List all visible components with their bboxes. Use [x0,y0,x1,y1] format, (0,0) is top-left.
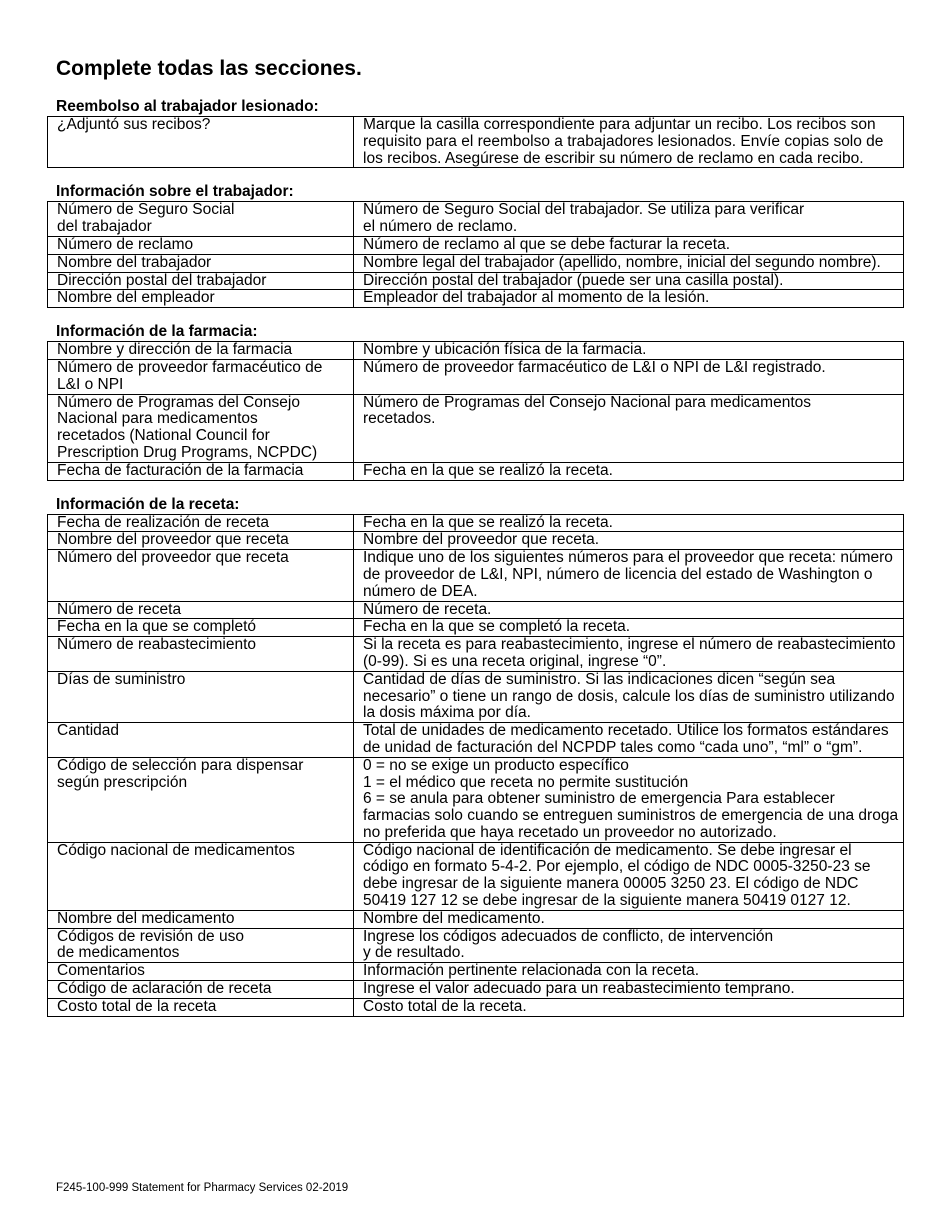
field-description: Costo total de la receta. [354,998,904,1016]
field-description: Nombre legal del trabajador (apellido, nombre, inicial del segundo nombre). [354,254,904,272]
field-description: Número de reclamo al que se debe facturar la receta. [354,236,904,254]
field-label: ¿Adjuntó sus recibos? [48,117,354,168]
field-description: Cantidad de días de suministro. Si las indicaciones dicen “según sea necesario” o tiene un rango de dosis, calcule los días de suministro utilizando la dosis máxima por día. [354,671,904,722]
table-row [48,637,904,672]
field-description: Número de proveedor farmacéutico de L&I o NPI de L&I registrado. [354,359,904,394]
section-title-reimbursement: Reembolso al trabajador lesionado: [56,98,319,115]
field-label: Número de Seguro Social del trabajador [48,202,354,237]
table-row [48,981,904,999]
field-description: Total de unidades de medicamento recetado. Utilice los formatos estándares de unidad de facturación del NCPDP tales como “cada uno”, “ml” o “gm”. [354,723,904,758]
table-row [48,254,904,272]
field-label: Fecha de facturación de la farmacia [48,462,354,480]
field-description: Nombre del proveedor que receta. [354,532,904,550]
field-description: Nombre del medicamento. [354,910,904,928]
table-row [48,290,904,308]
table-row [48,671,904,722]
field-description: Fecha en la que se realizó la receta. [354,462,904,480]
field-label: Códigos de revisión de uso de medicamentos [48,928,354,963]
field-description: 0 = no se exige un producto específico 1 = el médico que receta no permite sustitución 6 = se anula para obtener suministro de emergencia Para establecer farmacias solo cuando se entreguen suministros de emergencia de una droga no preferida que haya recetado un proveedor no autorizado. [354,757,904,842]
table-row [48,394,904,462]
table-row [48,757,904,842]
field-description: Código nacional de identificación de medicamento. Se debe ingresar el código en formato 5-4-2. Por ejemplo, el código de NDC 0005-3250-23 se debe ingresar de la siguiente manera 00005 3250 23. El código de NDC 50419 127 12 se debe ingresar de la siguiente manera 50419 0127 12. [354,842,904,910]
field-label: Fecha de realización de receta [48,514,354,532]
field-label: Número del proveedor que receta [48,550,354,601]
field-label: Número de proveedor farmacéutico de L&I o NPI [48,359,354,394]
field-description: Empleador del trabajador al momento de la lesión. [354,290,904,308]
table-row [48,202,904,237]
field-label: Cantidad [48,723,354,758]
table-row [48,342,904,360]
table-row [48,723,904,758]
field-label: Código de aclaración de receta [48,981,354,999]
table-row [48,842,904,910]
field-label: Costo total de la receta [48,998,354,1016]
field-label: Código nacional de medicamentos [48,842,354,910]
field-description: Dirección postal del trabajador (puede ser una casilla postal). [354,272,904,290]
field-label: Días de suministro [48,671,354,722]
table-row [48,998,904,1016]
field-description: Ingrese el valor adecuado para un reabastecimiento temprano. [354,981,904,999]
field-label: Nombre del trabajador [48,254,354,272]
section-title-worker: Información sobre el trabajador: [56,183,294,201]
table-row [48,272,904,290]
field-description: Fecha en la que se completó la receta. [354,619,904,637]
table-row [48,236,904,254]
table-row [48,117,904,168]
field-label: Comentarios [48,963,354,981]
table-row [48,532,904,550]
field-label: Número de reclamo [48,236,354,254]
table-row [48,359,904,394]
table-pharmacy [47,341,904,480]
section-title-pharmacy: Información de la farmacia: [56,323,258,341]
table-row [48,619,904,637]
table-row [48,928,904,963]
field-description: Nombre y ubicación física de la farmacia. [354,342,904,360]
field-label: Fecha en la que se completó [48,619,354,637]
field-label: Nombre del proveedor que receta [48,532,354,550]
field-label: Dirección postal del trabajador [48,272,354,290]
table-reimbursement [47,116,904,168]
table-prescription [47,514,904,1017]
table-worker [47,201,904,308]
section-title-prescription: Información de la receta: [56,495,240,513]
table-row [48,963,904,981]
field-description: Marque la casilla correspondiente para adjuntar un recibo. Los recibos son requisito para el reembolso a trabajadores lesionados. Envíe copias solo de los recibos. Asegúrese de escribir su número de reclamo en cada recibo. [354,117,904,168]
table-row [48,514,904,532]
page-title: Complete todas las secciones. [56,57,362,80]
field-description: Número de receta. [354,601,904,619]
field-label: Número de reabastecimiento [48,637,354,672]
table-row [48,462,904,480]
field-description: Fecha en la que se realizó la receta. [354,514,904,532]
table-row [48,910,904,928]
field-label: Nombre del medicamento [48,910,354,928]
field-label: Número de Programas del Consejo Nacional para medicamentos recetados (National Council for Prescription Drug Programs, NCPDC) [48,394,354,462]
field-description: Número de Programas del Consejo Nacional para medicamentos recetados. [354,394,904,462]
field-description: Información pertinente relacionada con la receta. [354,963,904,981]
field-description: Número de Seguro Social del trabajador. Se utiliza para verificar el número de reclamo. [354,202,904,237]
field-description: Si la receta es para reabastecimiento, ingrese el número de reabastecimiento (0-99). Si es una receta original, ingrese “0”. [354,637,904,672]
field-label: Número de receta [48,601,354,619]
form-footer: F245-100-999 Statement for Pharmacy Services 02-2019 [56,1182,349,1194]
field-description: Indique uno de los siguientes números para el proveedor que receta: número de proveedor de L&I, NPI, número de licencia del estado de Washington o número de DEA. [354,550,904,601]
table-row [48,550,904,601]
form-page [47,56,904,1017]
field-label: Nombre y dirección de la farmacia [48,342,354,360]
field-label: Código de selección para dispensar según prescripción [48,757,354,842]
field-label: Nombre del empleador [48,290,354,308]
field-description: Ingrese los códigos adecuados de conflicto, de intervención y de resultado. [354,928,904,963]
table-row [48,601,904,619]
